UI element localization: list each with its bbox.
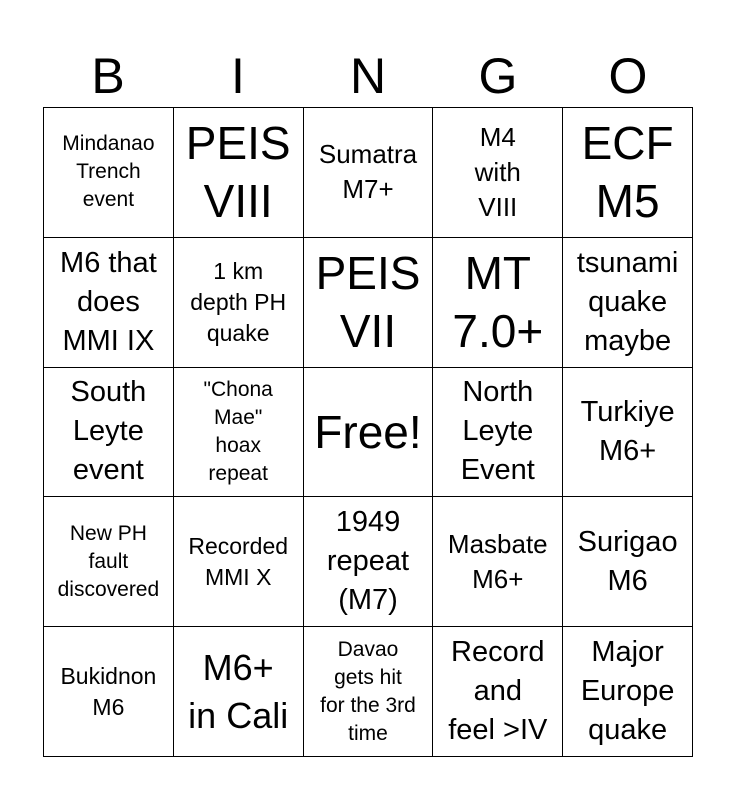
bingo-cell[interactable] [563,627,693,757]
cell-text: M6 that does MMI IX [60,246,157,357]
header-letter-b: B [91,48,125,104]
bingo-cell[interactable] [44,497,174,627]
cell-text: Bukidnon M6 [60,662,157,720]
free-space[interactable] [304,368,434,498]
cell-text: Major Europe quake [580,636,675,747]
bingo-board [43,107,693,757]
cell-text: Surigao M6 [577,525,678,597]
bingo-cell[interactable] [433,368,563,498]
header-letter-n: N [349,48,387,104]
cell-text: Sumatra M7+ [318,139,418,205]
bingo-cell[interactable] [174,238,304,368]
cell-text: M6+ in Cali [188,646,289,736]
bingo-cell[interactable] [433,238,563,368]
cell-text: MT 7.0+ [452,247,544,358]
bingo-cell[interactable] [304,627,434,757]
bingo-cell[interactable] [304,238,434,368]
cell-text: Free! [314,405,422,458]
cell-text: PEIS VIII [185,117,291,228]
cell-text: 1 km depth PH quake [190,257,287,346]
bingo-cell[interactable] [44,238,174,368]
cell-text: Mindanao Trench event [62,132,155,212]
cell-text: tsunami quake maybe [576,246,679,357]
cell-text: Masbate M6+ [447,528,548,594]
bingo-cell[interactable] [433,627,563,757]
header-letter-i: I [231,48,245,104]
bingo-cell[interactable] [304,108,434,238]
cell-text: Davao gets hit for the 3rd time [320,637,416,745]
cell-text: "Chona Mae" hoax repeat [203,377,273,485]
bingo-cell[interactable] [44,627,174,757]
header-letter-o: O [608,48,648,104]
cell-text: South Leyte event [70,376,147,487]
cell-text: ECF M5 [581,117,674,228]
bingo-cell[interactable] [433,497,563,627]
cell-text: PEIS VII [315,247,421,358]
bingo-cell[interactable] [304,497,434,627]
bingo-cell[interactable] [174,627,304,757]
cell-text: Record and feel >IV [448,636,548,747]
header-letter-g: G [478,48,518,104]
bingo-cell[interactable] [174,368,304,498]
cell-text: M4 with VIII [474,121,521,222]
cell-text: 1949 repeat (M7) [326,506,410,617]
cell-text: New PH fault discovered [57,521,160,601]
bingo-cell[interactable] [44,108,174,238]
bingo-cell[interactable] [563,238,693,368]
bingo-cell[interactable] [174,108,304,238]
cell-text: Turkiye M6+ [580,395,675,467]
bingo-cell[interactable] [433,108,563,238]
bingo-cell[interactable] [174,497,304,627]
bingo-cell[interactable] [563,108,693,238]
bingo-cell[interactable] [44,368,174,498]
bingo-cell[interactable] [563,368,693,498]
cell-text: North Leyte Event [460,376,535,487]
bingo-header [43,44,693,108]
cell-text: Recorded MMI X [188,532,289,590]
bingo-cell[interactable] [563,497,693,627]
